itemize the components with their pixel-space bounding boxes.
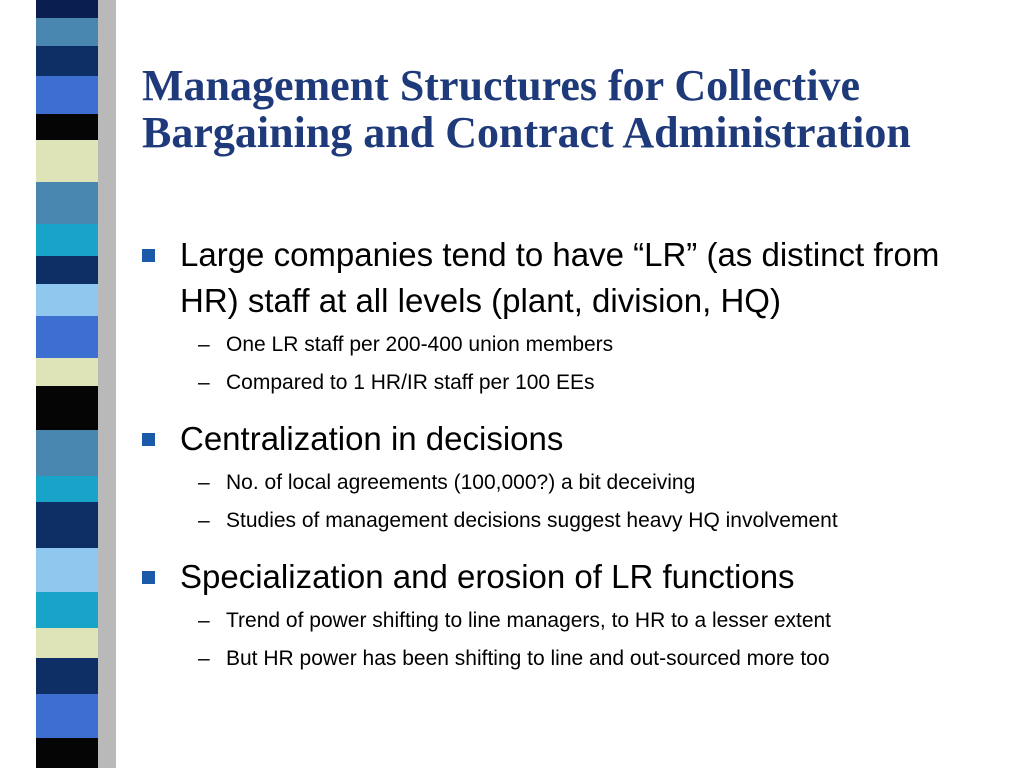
sub-bullet-item	[142, 464, 1002, 502]
strip-block	[36, 114, 98, 140]
sub-bullet-text: One LR staff per 200-400 union members	[226, 333, 614, 356]
sub-bullet-text: But HR power has been shifting to line and out-sourced more too	[226, 647, 830, 670]
sub-bullet-item	[142, 640, 1002, 678]
sub-bullet-item	[142, 602, 1002, 640]
sub-bullet-item	[142, 502, 1002, 540]
strip-block	[36, 224, 98, 256]
bullet-item	[142, 416, 1002, 540]
slide-title: Management Structures for Collective Bargaining and Contract Administration	[142, 61, 911, 157]
sub-bullet-item	[142, 326, 1002, 364]
bullet-item	[142, 232, 1002, 402]
strip-block	[36, 628, 98, 658]
strip-block	[36, 738, 98, 768]
bullet-item	[142, 554, 1002, 678]
dash-marker: –	[198, 609, 210, 632]
dash-marker: –	[198, 509, 210, 532]
sub-bullet-list	[142, 464, 1002, 540]
slide-body	[142, 232, 1002, 692]
strip-block	[36, 358, 98, 386]
decorative-color-strip	[36, 0, 98, 768]
strip-block	[36, 658, 98, 694]
dash-marker: –	[198, 371, 210, 394]
sub-bullet-text: Trend of power shifting to line managers, to HR to a lesser extent	[226, 609, 832, 632]
strip-block	[36, 316, 98, 358]
strip-block	[36, 46, 98, 76]
square-bullet-icon	[142, 433, 155, 446]
strip-block	[36, 430, 98, 476]
sub-bullet-item	[142, 364, 1002, 402]
strip-block	[36, 0, 98, 18]
strip-block	[36, 694, 98, 738]
strip-block	[36, 256, 98, 284]
sub-bullet-text: Studies of management decisions suggest heavy HQ involvement	[226, 509, 838, 532]
strip-block	[36, 76, 98, 114]
sub-bullet-text: Compared to 1 HR/IR staff per 100 EEs	[226, 371, 595, 394]
strip-block	[36, 476, 98, 502]
square-bullet-icon	[142, 571, 155, 584]
bullet-text: Specialization and erosion of LR functions	[180, 558, 795, 595]
strip-block	[36, 386, 98, 430]
strip-block	[36, 502, 98, 548]
dash-marker: –	[198, 333, 210, 356]
strip-block	[36, 140, 98, 182]
sub-bullet-list	[142, 602, 1002, 678]
sub-bullet-list	[142, 326, 1002, 402]
bullet-text: Large companies tend to have “LR” (as distinct from HR) staff at all levels (plant, division, HQ)	[180, 236, 940, 319]
strip-block	[36, 284, 98, 316]
strip-block	[36, 182, 98, 224]
bullet-text: Centralization in decisions	[180, 420, 564, 457]
strip-block	[36, 18, 98, 46]
strip-block	[36, 592, 98, 628]
sub-bullet-text: No. of local agreements (100,000?) a bit deceiving	[226, 471, 696, 494]
dash-marker: –	[198, 471, 210, 494]
dash-marker: –	[198, 647, 210, 670]
square-bullet-icon	[142, 249, 155, 262]
strip-block	[36, 548, 98, 592]
